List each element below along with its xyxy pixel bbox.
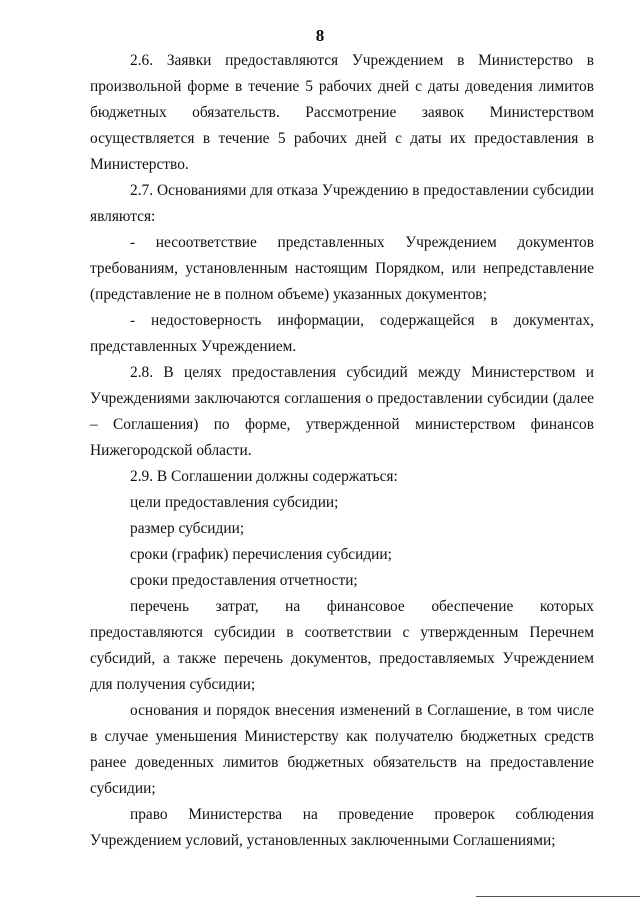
agreement-item-schedule: сроки (график) перечисления субсидии; — [130, 546, 392, 563]
paragraph-2-8: 2.8. В целях предоставления субсидий между Министерством и Учреждениями заключаются соглашения о предоставлении субсидии (далее – Соглашения) по форме, утвержденной министерством финансов Нижегородской области. — [90, 364, 594, 459]
scan-edge-line — [476, 896, 640, 897]
paragraph-2-6: 2.6. Заявки предоставляются Учреждением в Министерство в произвольной форме в течение 5 рабочих дней с даты доведения лимитов бюджетных обязательств. Рассмотрение заявок Министерством осуществляется в течение 5 рабочих дней с даты их предоставления в Министерство. — [90, 52, 594, 173]
document-body — [90, 48, 594, 854]
paragraph-2-7: 2.7. Основаниями для отказа Учреждению в предоставлении субсидии являются: — [90, 182, 594, 225]
agreement-item-amount: размер субсидии; — [130, 520, 245, 537]
refusal-reason-1: - несоответствие представленных Учреждением документов требованиям, установленным настоящим Порядком, или непредставление (представление не в полном объеме) указанных документов; — [90, 234, 594, 303]
agreement-item-inspections: право Министерства на проведение проверок соблюдения Учреждением условий, установленных заключенными Соглашениями; — [90, 806, 594, 849]
paragraph-2-9: 2.9. В Соглашении должны содержаться: — [130, 468, 398, 485]
refusal-reason-2: - недостоверность информации, содержащейся в документах, представленных Учреждением. — [90, 312, 594, 355]
agreement-item-amendments: основания и порядок внесения изменений в Соглашение, в том числе в случае уменьшения Министерству как получателю бюджетных средств ранее доведенных лимитов бюджетных обязательств на предоставление субсидии; — [90, 702, 594, 797]
agreement-item-goals: цели предоставления субсидии; — [130, 494, 339, 511]
agreement-item-reporting: сроки предоставления отчетности; — [130, 572, 358, 589]
agreement-item-costs: перечень затрат, на финансовое обеспечение которых предоставляются субсидии в соответствии с утвержденным Перечнем субсидий, а также перечень документов, предоставляемых Учреждением для получения субсидии; — [90, 598, 594, 693]
page-number: 8 — [315, 26, 325, 45]
